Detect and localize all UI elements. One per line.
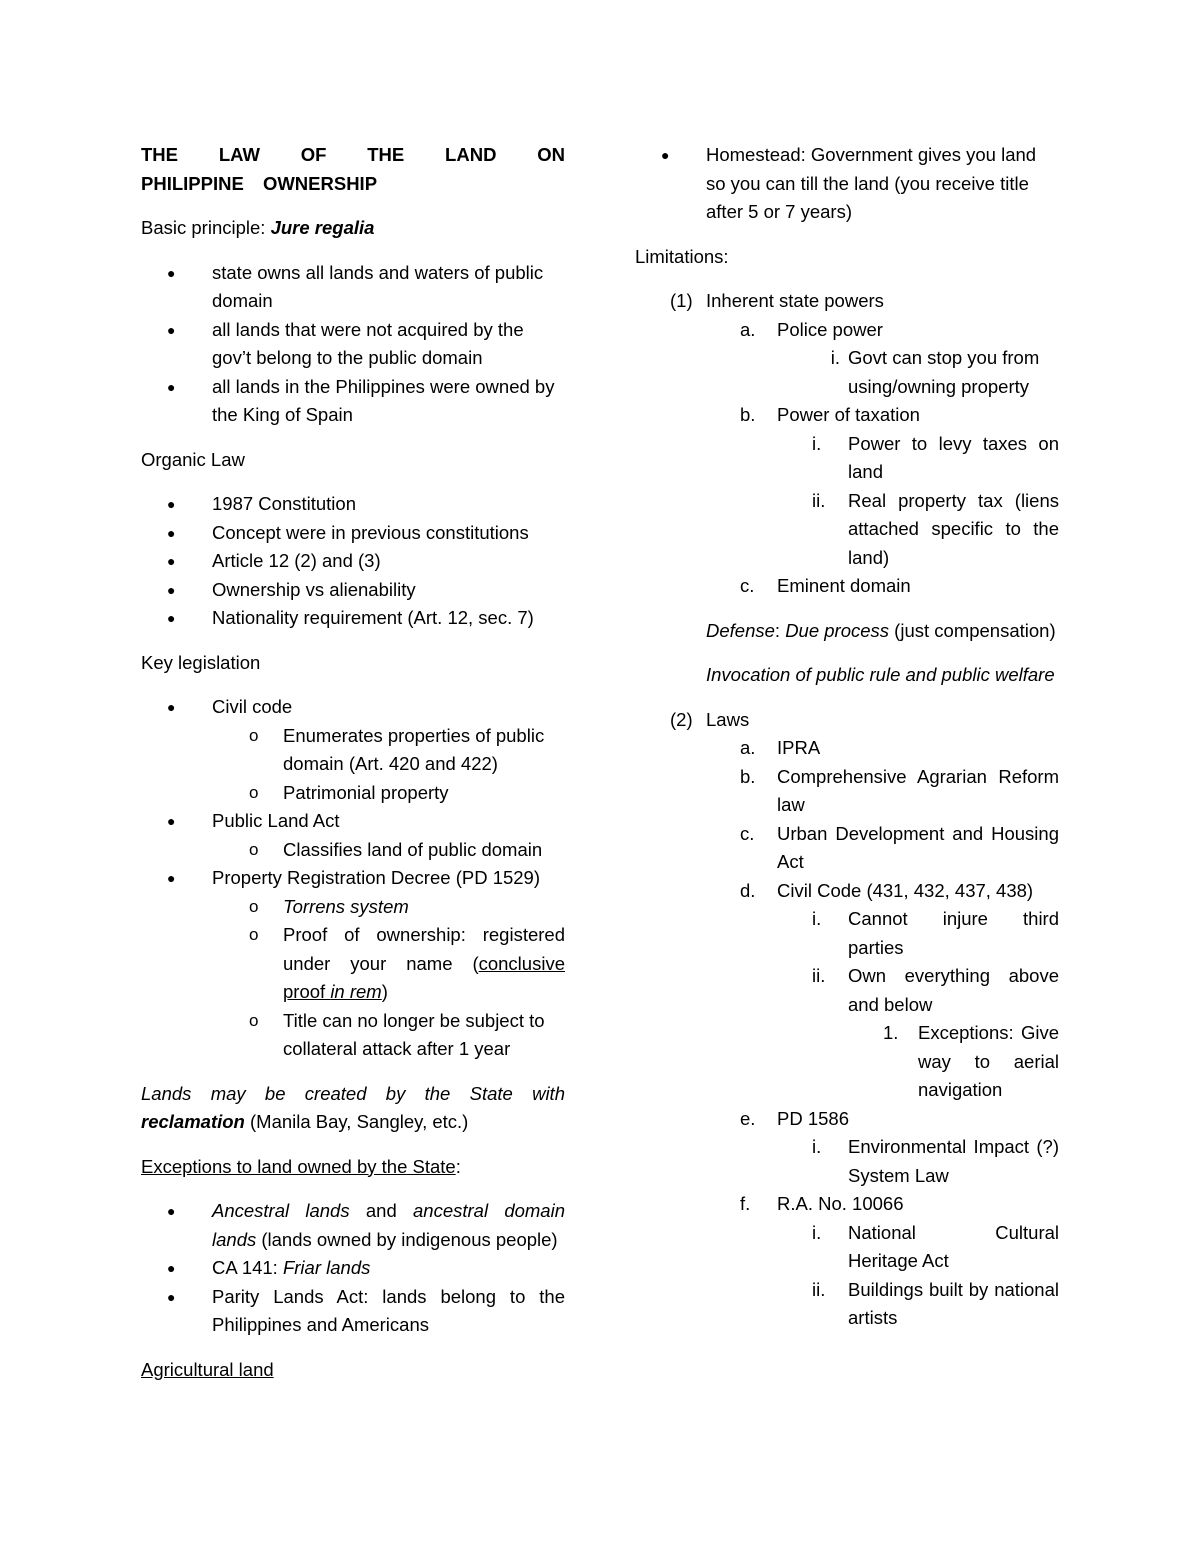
list-item: ● all lands in the Philippines were owned by the King of Spain	[167, 375, 555, 425]
list-item: (1) Inherent state powers	[670, 290, 884, 311]
list-item: 1. Exceptions: Give way to aerial navigation	[883, 1022, 1059, 1100]
agricultural-land-heading: Agricultural land	[141, 1358, 274, 1380]
list-item: f. R.A. No. 10066	[740, 1193, 904, 1214]
list-item: i. Environmental Impact (?) System Law	[812, 1136, 1059, 1186]
list-item: o Proof of ownership: registered under your name (conclusive proof in rem)	[249, 924, 565, 1002]
list-item: i. Cannot injure third parties	[812, 908, 1059, 958]
list-item: o Patrimonial property	[249, 781, 449, 803]
list-item: ● Ownership vs alienability	[167, 578, 416, 600]
list-item: ii. Real property tax (liens attached specific to the land)	[812, 489, 1059, 568]
list-item: ● Parity Lands Act: lands belong to the Philippines and Americans	[167, 1285, 565, 1335]
list-item: ii. Buildings built by national artists	[812, 1278, 1059, 1328]
list-item: o Enumerates properties of public domain (Art. 420 and 422)	[249, 724, 545, 774]
list-item: (2) Laws	[670, 708, 750, 730]
list-item: ● Civil code	[167, 696, 293, 717]
reclamation-note: Lands may be created by the State with reclamation (Manila Bay, Sangley, etc.)	[141, 1082, 565, 1132]
list-item: d. Civil Code (431, 432, 437, 438)	[740, 879, 1034, 901]
list-item: ● Ancestral lands and ancestral domain lands (lands owned by indigenous people)	[167, 1200, 565, 1250]
list-item: o Torrens system	[249, 895, 409, 917]
list-item: i. National Cultural Heritage Act	[812, 1221, 1059, 1271]
limitations-heading: Limitations:	[635, 245, 729, 267]
list-item: o Classifies land of public domain	[249, 838, 543, 860]
list-item: a. Police power	[740, 318, 883, 340]
limitations-list	[635, 287, 1059, 601]
list-item: ● Homestead: Government gives you land so you can till the land (you receive title after 5 or 7 years)	[661, 144, 1037, 222]
invocation-note: Invocation of public rule and public welfare	[706, 664, 1055, 685]
organic-law-list	[141, 490, 565, 633]
list-item: ● 1987 Constitution	[167, 493, 356, 514]
list-item: a. IPRA	[740, 737, 821, 758]
list-item: b. Power of taxation	[740, 404, 920, 425]
list-item: ● Nationality requirement (Art. 12, sec. 7)	[167, 607, 534, 628]
basic-principle-list	[141, 259, 565, 430]
homestead-list	[635, 141, 1059, 227]
list-item: ● CA 141: Friar lands	[167, 1257, 371, 1278]
list-item: c. Urban Development and Housing Act	[740, 822, 1059, 872]
list-item: b. Comprehensive Agrarian Reform law	[740, 765, 1059, 815]
list-item: ● Public Land Act	[167, 810, 340, 831]
list-item: ii. Own everything above and below	[812, 965, 1059, 1015]
list-item: ● state owns all lands and waters of public domain	[167, 261, 544, 311]
list-item: ● Concept were in previous constitutions	[167, 521, 529, 543]
list-item: o Title can no longer be subject to collateral attack after 1 year	[249, 1009, 545, 1059]
list-item: i. Power to levy taxes on land	[812, 432, 1059, 482]
exceptions-list	[141, 1197, 565, 1340]
left-column	[141, 141, 565, 1384]
list-item: c. Eminent domain	[740, 575, 911, 596]
document-title: THE LAW OF THE LAND ON PHILIPPINE OWNERSHIP	[141, 144, 565, 194]
basic-principle: Basic principle: Jure regalia	[141, 217, 375, 238]
list-item: e. PD 1586	[740, 1107, 849, 1129]
list-item: ● all lands that were not acquired by the gov’t belong to the public domain	[167, 318, 524, 368]
organic-law-heading: Organic Law	[141, 448, 245, 470]
laws-list	[635, 706, 1059, 1333]
list-item: i. Govt can stop you from using/owning property	[830, 347, 1040, 397]
list-item: ● Property Registration Decree (PD 1529)	[167, 867, 541, 888]
defense-note: Defense: Due process (just compensation)	[706, 619, 1056, 641]
exceptions-heading: Exceptions to land owned by the State:	[141, 1155, 461, 1177]
list-item: ● Article 12 (2) and (3)	[167, 550, 381, 571]
jure-regalia-term: Jure regalia	[270, 217, 375, 238]
key-legislation-heading: Key legislation	[141, 651, 261, 673]
right-column	[635, 141, 1059, 1349]
key-legislation-list	[141, 693, 565, 1064]
